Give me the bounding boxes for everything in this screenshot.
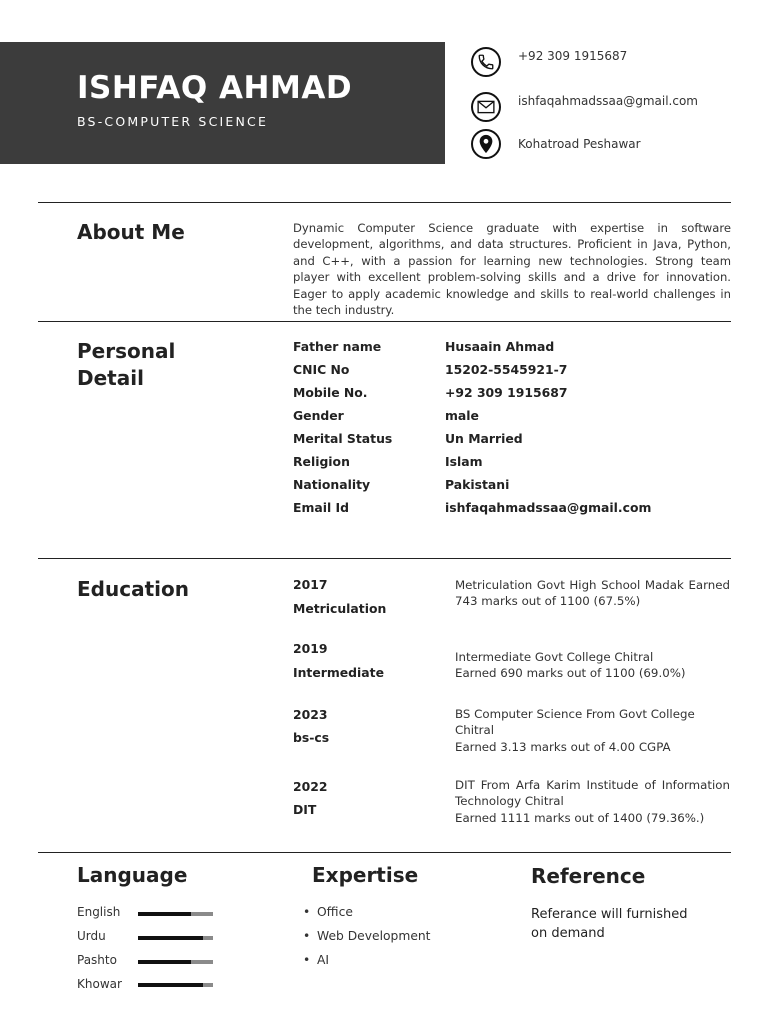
detail-label: Gender	[293, 408, 344, 423]
detail-value: Husaain Ahmad	[445, 339, 555, 354]
expertise-heading: Expertise	[312, 863, 419, 887]
language-level-bar	[138, 983, 213, 987]
language-level-bar	[138, 960, 213, 964]
detail-row	[293, 454, 731, 477]
detail-row	[293, 408, 731, 431]
education-year: 2017	[293, 577, 328, 592]
contact-address: Kohatroad Peshawar	[518, 137, 641, 151]
education-level: Metriculation	[293, 601, 387, 616]
education-level: Intermediate	[293, 665, 384, 680]
detail-row	[293, 477, 731, 500]
education-heading: Education	[77, 577, 189, 601]
reference-text: Referance will furnished on demand	[531, 907, 688, 941]
language-level-fill	[138, 960, 191, 964]
education-description: Metriculation Govt High School Madak Earned 743 marks out of 1100 (67.5%)	[455, 578, 730, 609]
reference-heading: Reference	[531, 864, 646, 888]
contact-phone: +92 309 1915687	[518, 49, 628, 63]
about-heading: About Me	[77, 220, 185, 244]
detail-label: Religion	[293, 454, 350, 469]
detail-label: Mobile No.	[293, 385, 368, 400]
detail-label: Nationality	[293, 477, 371, 492]
language-heading: Language	[77, 863, 188, 887]
personal-heading	[77, 338, 175, 392]
detail-label: Father name	[293, 339, 382, 354]
language-name: English	[77, 905, 121, 919]
education-description: Intermediate Govt College Chitral Earned 690 marks out of 1100 (69.0%)	[455, 650, 686, 681]
detail-value: Un Married	[445, 431, 523, 446]
contact-email[interactable]: ishfaqahmadssaa@gmail.com	[518, 94, 698, 108]
detail-label: CNIC No	[293, 362, 350, 377]
detail-value: +92 309 1915687	[445, 385, 568, 400]
expertise-item: • Office	[317, 905, 353, 919]
detail-row	[293, 385, 731, 408]
location-pin-icon	[471, 129, 501, 159]
detail-value: male	[445, 408, 479, 423]
personal-heading-line2: Detail	[77, 366, 144, 390]
section-divider	[38, 321, 731, 322]
education-year: 2023	[293, 707, 328, 722]
phone-icon	[471, 47, 501, 77]
detail-label: Merital Status	[293, 431, 393, 446]
detail-row	[293, 362, 731, 385]
resume-subtitle: BS-COMPUTER SCIENCE	[77, 114, 269, 129]
expertise-item: • Web Development	[317, 929, 431, 943]
language-name: Khowar	[77, 977, 122, 991]
education-description: DIT From Arfa Karim Institude of Information Technology Chitral Earned 1111 marks out of 1400 (79.36%.)	[455, 778, 730, 825]
education-level: DIT	[293, 802, 317, 817]
detail-row	[293, 431, 731, 454]
envelope-icon	[471, 92, 501, 122]
education-year: 2019	[293, 641, 328, 656]
section-divider	[38, 852, 731, 853]
section-divider	[38, 202, 731, 203]
education-year: 2022	[293, 779, 328, 794]
personal-heading-line1: Personal	[77, 339, 176, 363]
language-level-fill	[138, 912, 191, 916]
resume-name: ISHFAQ AHMAD	[77, 70, 353, 106]
about-text: Dynamic Computer Science graduate with expertise in software development, algorithms, and data structures. Proficient in Java, Python, and C++, with a passion for learning new technologies. Strong team player with excellent problem-solving skills and a drive for innovation. Eager to apply academic knowledge and skills to real-world challenges in the tech industry.	[293, 221, 731, 318]
detail-value: 15202-5545921-7	[445, 362, 568, 377]
language-level-fill	[138, 936, 203, 940]
language-level-bar	[138, 912, 213, 916]
detail-value: ishfaqahmadssaa@gmail.com	[445, 500, 652, 515]
language-name: Urdu	[77, 929, 106, 943]
education-level: bs-cs	[293, 730, 330, 745]
language-level-bar	[138, 936, 213, 940]
detail-value: Islam	[445, 454, 483, 469]
language-level-fill	[138, 983, 203, 987]
expertise-item: • AI	[317, 953, 329, 967]
section-divider	[38, 558, 731, 559]
detail-row	[293, 339, 731, 362]
education-description: BS Computer Science From Govt College Chitral Earned 3.13 marks out of 4.00 CGPA	[455, 707, 695, 754]
detail-row	[293, 500, 731, 523]
detail-value: Pakistani	[445, 477, 510, 492]
detail-label: Email Id	[293, 500, 350, 515]
language-name: Pashto	[77, 953, 117, 967]
